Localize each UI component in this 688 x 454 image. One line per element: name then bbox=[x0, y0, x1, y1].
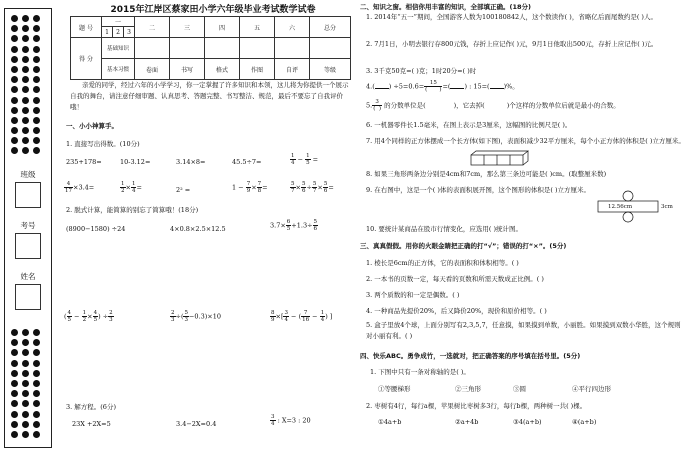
perforation-dot bbox=[22, 360, 29, 367]
q1-title: 1. 直接写出得数。(10分) bbox=[66, 140, 140, 148]
fill-item-1: 1. 2014年“五一”期间，全国游客人数为100180842人，这个数读作( )，省略亿后面尾数约是( )人。 bbox=[366, 13, 657, 21]
perforation-dot bbox=[22, 15, 29, 22]
perforation-dot bbox=[22, 329, 29, 336]
fill-item-5: 5. $\frac{3}{( )}$ 的分数单位是( )，它去掉( )个这样的分数单位后就是最小的合数。 bbox=[366, 99, 620, 112]
perforation-dot bbox=[11, 421, 18, 428]
perforation-dot bbox=[22, 137, 29, 144]
class-box[interactable] bbox=[15, 182, 41, 208]
habit-item: 格式 bbox=[205, 59, 240, 80]
exam-title: 2015年江岸区蔡家田小学六年级毕业考试数学试卷 bbox=[110, 5, 316, 15]
fill-item-2: 2. 7月1日，小明去银行存800元钱，存折上应记作( )元，9月1日他取出500元，存折上应记作( )元。 bbox=[366, 40, 658, 48]
perforation-dot bbox=[11, 370, 18, 377]
basic-knowledge-label: 基础知识 bbox=[102, 38, 135, 59]
judge-item-2: 2. 一本书的页数一定，每天看的页数和所需天数成正比例。( ) bbox=[366, 275, 544, 283]
perforation-dot bbox=[22, 339, 29, 346]
id-box[interactable] bbox=[15, 233, 41, 259]
habit-item: 等级 bbox=[310, 59, 351, 80]
perforation-dot bbox=[33, 339, 40, 346]
perforation-dot bbox=[33, 147, 40, 154]
perforation-dot bbox=[22, 380, 29, 387]
fill-item-7: 7. 用4个同样的正方体摆成一个长方体(如下图)，表面积减少32平方厘米，每个小正方体的体积是( )立方厘米。 bbox=[366, 137, 685, 145]
perforation-dot bbox=[22, 117, 29, 124]
perforation-dot bbox=[33, 400, 40, 407]
fill-item-4: 4.( ) ÷5=0.6= $\frac{15}{( )}$ =( ) : 15=( )%。 bbox=[366, 80, 519, 93]
step-calc-item: (8900−1580) ÷24 bbox=[66, 225, 126, 233]
oral-calc-item: 45.5÷7= bbox=[232, 158, 262, 166]
judge-item-1: 1. 棱长是6cm的正方体，它的表面积和体积相等。( ) bbox=[366, 259, 519, 267]
step-calc-fraction: $\frac{8}{9}$ ×[ $\frac{3}{4}$ − ( $\frac{7}{16}$ − $\frac{1}{4}$ ) ] bbox=[271, 310, 333, 323]
oral-calc-fraction: $\frac{1}{4}$ − $\frac{1}{5}$ = bbox=[291, 153, 319, 166]
judge-item-5: 5. 盒子里放4个球，上面分别写有2,3,5,7，任意摸，如果摸到单数，小丽胜。如果摸到双数小华胜，这个规则对小丽有利。( ) bbox=[366, 321, 681, 340]
net-side-label: 3cm bbox=[661, 204, 673, 210]
perforation-dot bbox=[11, 35, 18, 42]
oral-calc-item: 3.14×8= bbox=[176, 158, 206, 166]
oral-calc-fraction: $\frac{1}{2}$ × $\frac{1}{4}$ = bbox=[121, 181, 142, 194]
step-calc-fraction: ( $\frac{4}{5}$ − $\frac{1}{2}$ × $\frac{4}{5}$ ) ÷ $\frac{2}{3}$ bbox=[64, 310, 113, 323]
habit-item: 自评 bbox=[275, 59, 310, 80]
oral-calc-fraction: $\frac{4}{17}$ ×3.4= bbox=[65, 181, 95, 194]
choice-option[interactable]: ③圆 bbox=[513, 385, 526, 393]
section1-title: 一、小小神算手。 bbox=[66, 122, 118, 130]
perforation-dot bbox=[33, 97, 40, 104]
oral-calc-item: 10-3.12= bbox=[120, 158, 151, 166]
perforation-dot bbox=[22, 390, 29, 397]
choice-q2: 2. 枣树有4行，每行a棵，苹果树比枣树多3行，每行b棵，两种树一共( )棵。 bbox=[366, 402, 587, 410]
judge-item-4: 4. 一种商品先提价20%，后又降价20%，现价和原价相等。( ) bbox=[366, 307, 547, 315]
perforation-dot bbox=[11, 360, 18, 367]
perforation-dot bbox=[22, 370, 29, 377]
header-cell: 三 bbox=[170, 17, 205, 38]
perforation-dot bbox=[22, 86, 29, 93]
perforation-dot bbox=[33, 66, 40, 73]
perforation-dot bbox=[33, 107, 40, 114]
choice-option[interactable]: ③4(a+b) bbox=[513, 418, 542, 426]
q3-title: 3. 解方程。(6分) bbox=[66, 403, 116, 411]
perforation-dot bbox=[22, 56, 29, 63]
fill-item-3: 3. 3千克50克=( )克；1时20分=( )时 bbox=[366, 67, 477, 75]
perforation-dot bbox=[33, 370, 40, 377]
perforation-dot bbox=[22, 25, 29, 32]
step-calc-item: 4×0.8×2.5×12.5 bbox=[170, 225, 226, 233]
choice-option[interactable]: ①4a+b bbox=[378, 418, 402, 426]
header-cell: 一 bbox=[102, 17, 135, 27]
choice-q1: 1. 下图中只有一条对称轴的是( )。 bbox=[370, 368, 470, 376]
perforation-dot bbox=[33, 46, 40, 53]
name-box[interactable] bbox=[15, 284, 41, 310]
step-calc-fraction: $\frac{2}{3}$ ÷( $\frac{5}{3}$ −0.3)×10 bbox=[171, 310, 222, 323]
fill-item-10: 10. 要统计某商品在股市行情变化，应选用( )统计图。 bbox=[366, 225, 523, 233]
perforation-dots-bottom bbox=[11, 329, 40, 438]
perforation-dot bbox=[11, 411, 18, 418]
perforation-dots-top bbox=[11, 15, 40, 154]
perforation-dot bbox=[33, 15, 40, 22]
score-cell[interactable] bbox=[170, 38, 205, 59]
perforation-dot bbox=[11, 380, 18, 387]
perforation-dot bbox=[33, 380, 40, 387]
perforation-dot bbox=[33, 431, 40, 438]
perforation-dot bbox=[11, 329, 18, 336]
oral-calc-fraction: $\frac{5}{7}$ × $\frac{5}{6}$ ÷ $\frac{5}{7}$ × $\frac{5}{6}$ = bbox=[291, 181, 334, 194]
perforation-dot bbox=[11, 127, 18, 134]
perforation-dot bbox=[33, 390, 40, 397]
header-cell: 题 号 bbox=[71, 17, 102, 38]
perforation-dot bbox=[11, 25, 18, 32]
choice-option[interactable]: ②a+4b bbox=[455, 418, 479, 426]
perforation-dot bbox=[33, 360, 40, 367]
choice-option[interactable]: ④(a+b) bbox=[572, 418, 597, 426]
perforation-dot bbox=[11, 431, 18, 438]
header-cell: 总分 bbox=[310, 17, 351, 38]
binding-strip bbox=[4, 8, 52, 448]
perforation-dot bbox=[11, 46, 18, 53]
intro-paragraph: 亲爱的同学，经过六年的小学学习，你一定掌握了许多知识和本领，这儿将为你提供一个展示自我的舞台，请注意仔细审题、认真思考、答题完整、书写整洁、规范，最后不要忘了自我评价哦！ bbox=[70, 81, 349, 111]
perforation-dot bbox=[11, 339, 18, 346]
section4-title: 四、快乐ABC。勇争成竹，一选就对，把正确答案的序号填在括号里。(5分) bbox=[360, 352, 581, 360]
perforation-dot bbox=[33, 25, 40, 32]
sub-header-cell: 1 bbox=[102, 27, 113, 38]
basic-habit-label: 基本习惯 bbox=[102, 59, 135, 80]
q2-title: 2. 脱式计算，能简算的别忘了简算哦！(18分) bbox=[66, 206, 199, 214]
section3-title: 三、真真假假。用你的火眼金睛把正确的打“√”；错误的打“×”。(5分) bbox=[360, 242, 567, 250]
perforation-dot bbox=[22, 35, 29, 42]
perforation-dot bbox=[11, 107, 18, 114]
perforation-dot bbox=[33, 86, 40, 93]
section2-title: 二、知识之窗。相信你用丰富的知识，全部填正确。(18分) bbox=[360, 3, 531, 11]
perforation-dot bbox=[22, 400, 29, 407]
score-cell[interactable] bbox=[275, 38, 310, 59]
score-cell[interactable] bbox=[135, 38, 170, 59]
oral-calc-item: 2² = bbox=[176, 186, 191, 194]
perforation-dot bbox=[33, 411, 40, 418]
habit-item: 书写 bbox=[170, 59, 205, 80]
perforation-dot bbox=[33, 117, 40, 124]
equation-item: 3.4−2X=0.4 bbox=[176, 420, 217, 428]
equation-item: 23X +2X=5 bbox=[72, 420, 111, 428]
score-cell[interactable] bbox=[205, 38, 240, 59]
perforation-dot bbox=[33, 329, 40, 336]
sub-header-cell: 2 bbox=[113, 27, 124, 38]
perforation-dot bbox=[11, 15, 18, 22]
perforation-dot bbox=[33, 56, 40, 63]
perforation-dot bbox=[11, 400, 18, 407]
choice-option[interactable]: ④平行四边形 bbox=[572, 385, 611, 393]
net-length-label: 12.56cm bbox=[608, 204, 633, 210]
step-calc-fraction: 3.7× $\frac{6}{5}$ +1.3÷ $\frac{5}{6}$ bbox=[270, 219, 318, 232]
header-cell: 五 bbox=[240, 17, 275, 38]
name-label: 姓名 bbox=[20, 272, 36, 281]
oral-calc-fraction: 1 − $\frac{7}{9}$ × $\frac{7}{8}$ = bbox=[232, 181, 268, 194]
sub-header-cell: 3 bbox=[124, 27, 135, 38]
header-cell: 四 bbox=[205, 17, 240, 38]
perforation-dot bbox=[11, 86, 18, 93]
id-label: 考号 bbox=[20, 221, 36, 230]
fill-item-9: 9. 在右图中，这是一个( )体的表面积展开图，这个图形的体积是( )立方厘米。 bbox=[366, 186, 591, 194]
perforation-dot bbox=[22, 97, 29, 104]
perforation-dot bbox=[22, 127, 29, 134]
perforation-dot bbox=[22, 349, 29, 356]
perforation-dot bbox=[33, 35, 40, 42]
perforation-dot bbox=[11, 390, 18, 397]
perforation-dot bbox=[22, 46, 29, 53]
perforation-dot bbox=[33, 137, 40, 144]
judge-item-3: 3. 两个质数的和一定是偶数。( ) bbox=[366, 291, 460, 299]
score-cell[interactable] bbox=[310, 38, 351, 59]
perforation-dot bbox=[33, 127, 40, 134]
choice-option[interactable]: ②三角形 bbox=[455, 385, 481, 393]
perforation-dot bbox=[33, 349, 40, 356]
perforation-dot bbox=[11, 66, 18, 73]
fill-item-6: 6. 一机器零件长1.5毫米，在图上表示是3厘米，这幅图的比例尺是( )。 bbox=[366, 121, 572, 129]
perforation-dot bbox=[22, 107, 29, 114]
perforation-dot bbox=[11, 97, 18, 104]
perforation-dot bbox=[22, 421, 29, 428]
perforation-dot bbox=[22, 76, 29, 83]
perforation-dot bbox=[11, 147, 18, 154]
perforation-dot bbox=[11, 56, 18, 63]
perforation-dot bbox=[11, 349, 18, 356]
class-label: 班级 bbox=[20, 170, 36, 179]
header-cell: 六 bbox=[275, 17, 310, 38]
perforation-dot bbox=[22, 411, 29, 418]
equation-fraction: $\frac{3}{4}$ : X=3 : 20 bbox=[271, 414, 311, 427]
perforation-dot bbox=[22, 66, 29, 73]
habit-item: 卷面 bbox=[135, 59, 170, 80]
perforation-dot bbox=[11, 137, 18, 144]
cubes-figure bbox=[470, 150, 530, 166]
score-table bbox=[70, 16, 351, 80]
perforation-dot bbox=[33, 421, 40, 428]
perforation-dot bbox=[33, 76, 40, 83]
choice-option[interactable]: ①等腰梯形 bbox=[378, 385, 411, 393]
habit-item: 作图 bbox=[240, 59, 275, 80]
perforation-dot bbox=[22, 147, 29, 154]
perforation-dot bbox=[11, 76, 18, 83]
score-cell[interactable] bbox=[240, 38, 275, 59]
perforation-dot bbox=[11, 117, 18, 124]
score-row-label: 得 分 bbox=[71, 38, 102, 80]
fill-item-8: 8. 如果三角形两条边分别是4cm和7cm，那么第三条边可能是( )cm。(取整厘米数) bbox=[366, 170, 607, 178]
perforation-dot bbox=[22, 431, 29, 438]
oral-calc-item: 235+178= bbox=[66, 158, 102, 166]
header-cell: 二 bbox=[135, 17, 170, 38]
